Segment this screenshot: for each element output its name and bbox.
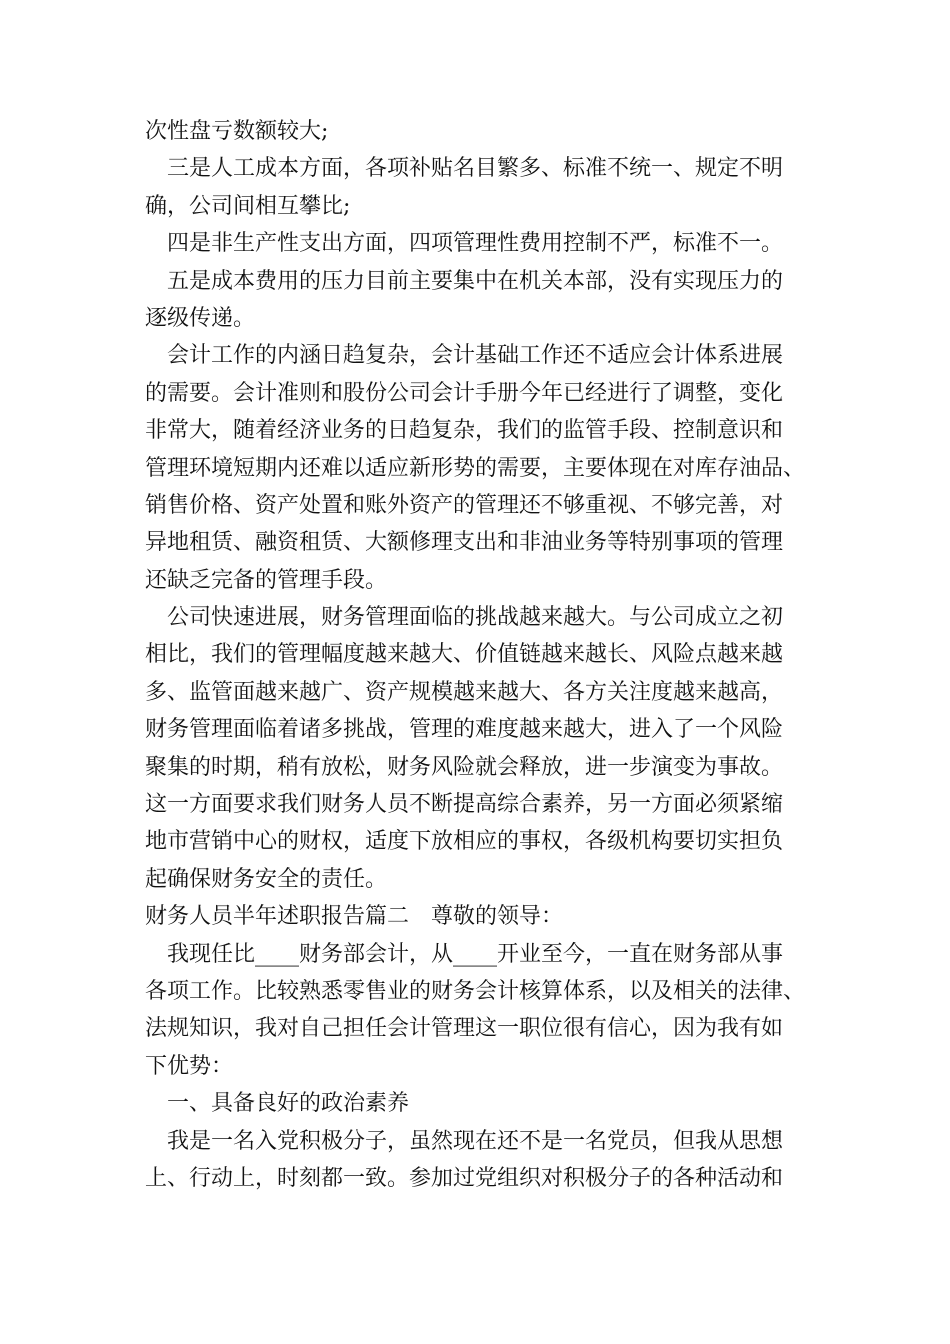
text-line: 逐级传递。 xyxy=(145,305,256,331)
text-line: 我现任比____财务部会计，从____开业至今，一直在财务部从事 xyxy=(167,941,784,967)
text-line: 下优势： xyxy=(145,1053,234,1079)
text-line: 三是人工成本方面，各项补贴名目繁多、标准不统一、规定不明 xyxy=(167,156,784,182)
subheading: 一、具备良好的政治素养 xyxy=(167,1091,410,1117)
text-line: 管理环境短期内还难以适应新形势的需要，主要体现在对库存油品、 xyxy=(145,455,806,481)
text-line: 确，公司间相互攀比; xyxy=(145,193,351,219)
text-line: 异地租赁、融资租赁、大额修理支出和非油业务等特别事项的管理 xyxy=(145,530,784,556)
text-line: 财务管理面临着诸多挑战，管理的难度越来越大，进入了一个风险 xyxy=(145,717,784,743)
text-line: 五是成本费用的压力目前主要集中在机关本部，没有实现压力的 xyxy=(167,268,784,294)
text-line: 相比，我们的管理幅度越来越大、价值链越来越长、风险点越来越 xyxy=(145,642,784,668)
text-line: 法规知识，我对自己担任会计管理这一职位很有信心，因为我有如 xyxy=(145,1016,784,1042)
text-line: 还缺乏完备的管理手段。 xyxy=(145,567,388,593)
text-line: 起确保财务安全的责任。 xyxy=(145,866,388,892)
text-line: 多、监管面越来越广、资产规模越来越大、各方关注度越来越高， xyxy=(145,679,784,705)
text-line: 四是非生产性支出方面，四项管理性费用控制不严，标准不一。 xyxy=(167,231,784,257)
text-line: 非常大，随着经济业务的日趋复杂，我们的监管手段、控制意识和 xyxy=(145,418,784,444)
text-line: 我是一名入党积极分子，虽然现在还不是一名党员，但我从思想 xyxy=(167,1128,784,1154)
text-line: 会计工作的内涵日趋复杂，会计基础工作还不适应会计体系进展 xyxy=(167,343,784,369)
text-line: 地市营销中心的财权，适度下放相应的事权，各级机构要切实担负 xyxy=(145,829,784,855)
text-line: 次性盘亏数额较大; xyxy=(145,119,329,144)
document-body xyxy=(145,113,810,1197)
text-line: 各项工作。比较熟悉零售业的财务会计核算体系，以及相关的法律、 xyxy=(145,978,806,1004)
text-line: 聚集的时期，稍有放松，财务风险就会释放，进一步演变为事故。 xyxy=(145,754,784,780)
text-line: 上、行动上，时刻都一致。参加过党组织对积极分子的各种活动和 xyxy=(145,1165,784,1191)
text-line: 的需要。会计准则和股份公司会计手册今年已经进行了调整，变化 xyxy=(145,380,784,406)
text-line: 这一方面要求我们财务人员不断提高综合素养，另一方面必须紧缩 xyxy=(145,792,784,818)
text-line: 销售价格、资产处置和账外资产的管理还不够重视、不够完善，对 xyxy=(145,492,784,518)
section-heading: 财务人员半年述职报告篇二 尊敬的领导： xyxy=(145,904,564,930)
text-line: 公司快速进展，财务管理面临的挑战越来越大。与公司成立之初 xyxy=(167,605,784,631)
